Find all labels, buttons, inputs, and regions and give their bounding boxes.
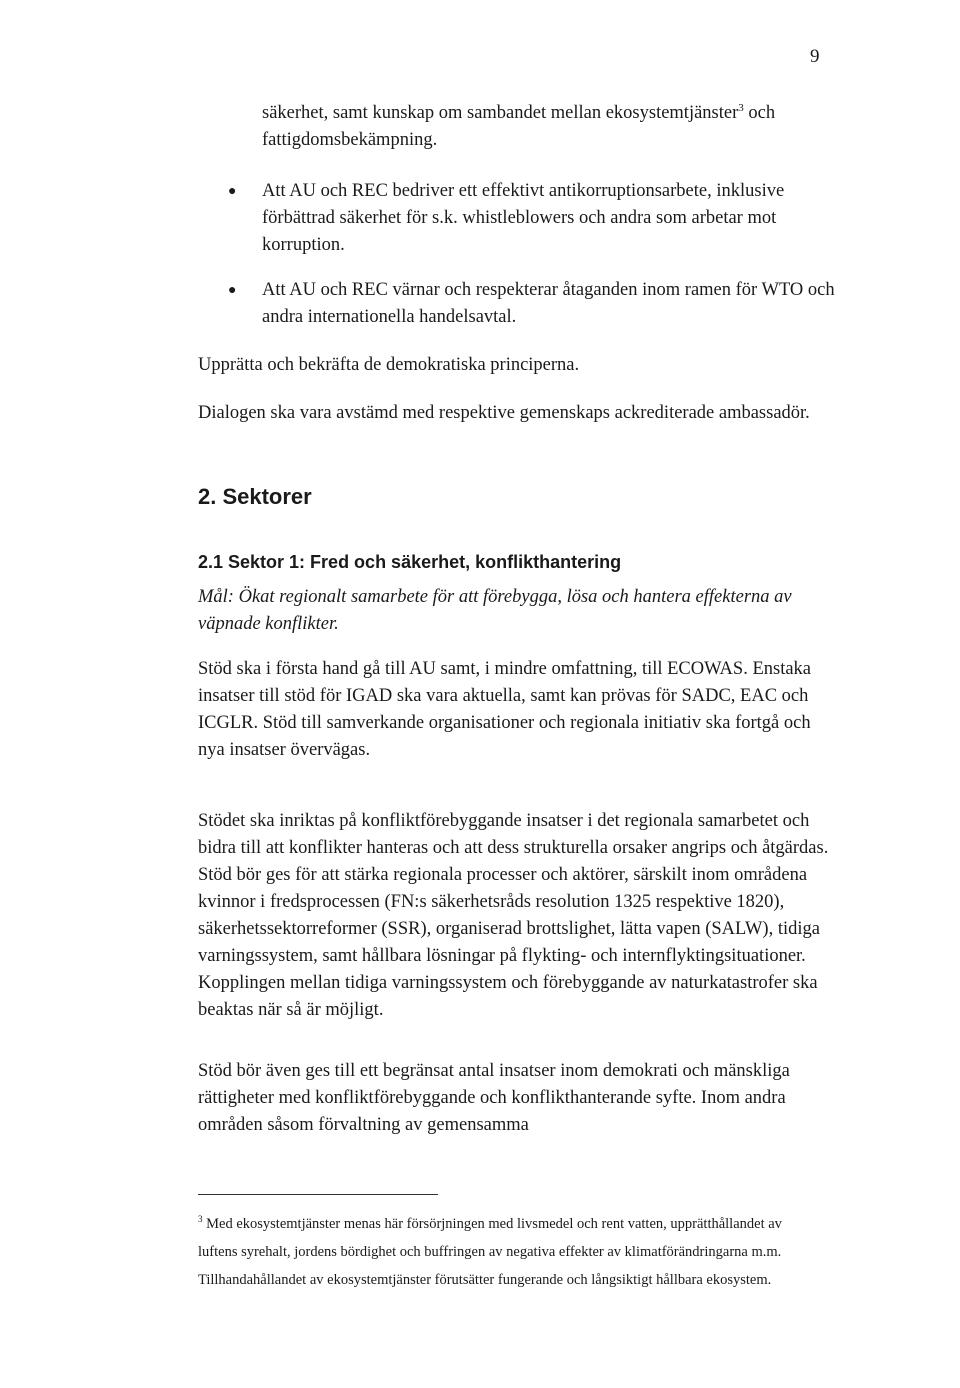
bullet-item: Att AU och REC bedriver ett effektivt antikorruptionsarbete, inklusive förbättrad säkerhet för s.k. whistleblowers och andra som arbetar mot korruption. <box>262 181 785 255</box>
footnote-number: 3 <box>198 1214 203 1225</box>
paragraph-dialogue: Dialogen ska vara avstämd med respektive gemenskaps ackrediterade ambassadör. <box>198 403 810 423</box>
continued-bullet-text: säkerhet, samt kunskap om sambandet mellan ekosystemtjänster$^3$ och fattigdomsbekämpning. <box>262 101 776 150</box>
paragraph-principles: Upprätta och bekräfta de demokratiska principerna. <box>198 355 580 375</box>
section-heading: 2. Sektorer <box>198 484 312 509</box>
bullet-item: Att AU och REC värnar och respekterar åtaganden inom ramen för WTO och andra internationella handelsavtal. <box>262 280 835 327</box>
footnote-reference: 3 <box>738 101 744 114</box>
footnote-divider <box>198 1194 438 1195</box>
bullet-marker: ● <box>228 283 237 298</box>
subsection-heading: 2.1 Sektor 1: Fred och säkerhet, konflikthantering <box>198 552 622 572</box>
page-number: 9 <box>810 46 820 67</box>
paragraph-focus: Stödet ska inriktas på konfliktförebyggande insatser i det regionala samarbetet och bidra till att konflikter hanteras och att dess strukturella orsaker angrips och åtgärdas. Stöd bör ges för att stärka regionala processer och aktörer, särskilt inom områdena kvinnor i fredsprocessen (FN:s säkerhetsråds resolution 1325 respektive 1820), säkerhetssektorreformer (SSR), organiserad brottslighet, lätta vapen (SALW), tidiga varningssystem, samt hållbara lösningar på flykting- och internflyktingsituationer. Kopplingen mellan tidiga varningssystem och förebyggande av naturkatastrofer ska beaktas när så är möjligt. <box>198 811 829 1020</box>
bullet-marker: ● <box>228 184 237 199</box>
footnote-text: Med ekosystemtjänster menas här försörjningen med livsmedel och rent vatten, upprätthållandet av luftens syrehalt, jordens bördighet och buffringen av negativa effekter av klimatförändringarna m.m. Tillhandahållandet av ekosystemtjänster förutsätter fungerande och långsiktigt hållbara ekosystem. <box>198 1216 782 1288</box>
paragraph-democracy: Stöd bör även ges till ett begränsat antal insatser inom demokrati och mänskliga rättigheter med konfliktförebyggande och konflikthanterande syfte. Inom andra områden såsom förvaltning av gemensamma <box>198 1061 790 1135</box>
footnote <box>198 1210 798 1294</box>
goal-statement: Mål: Ökat regionalt samarbete för att förebygga, lösa och hantera effekterna av väpnade konflikter. <box>198 587 792 634</box>
paragraph-support: Stöd ska i första hand gå till AU samt, i mindre omfattning, till ECOWAS. Enstaka insatser till stöd för IGAD ska vara aktuella, samt kan prövas för SADC, EAC och ICGLR. Stöd till samverkande organisationer och regionala initiativ ska fortgå och nya insatser övervägas. <box>198 659 812 760</box>
